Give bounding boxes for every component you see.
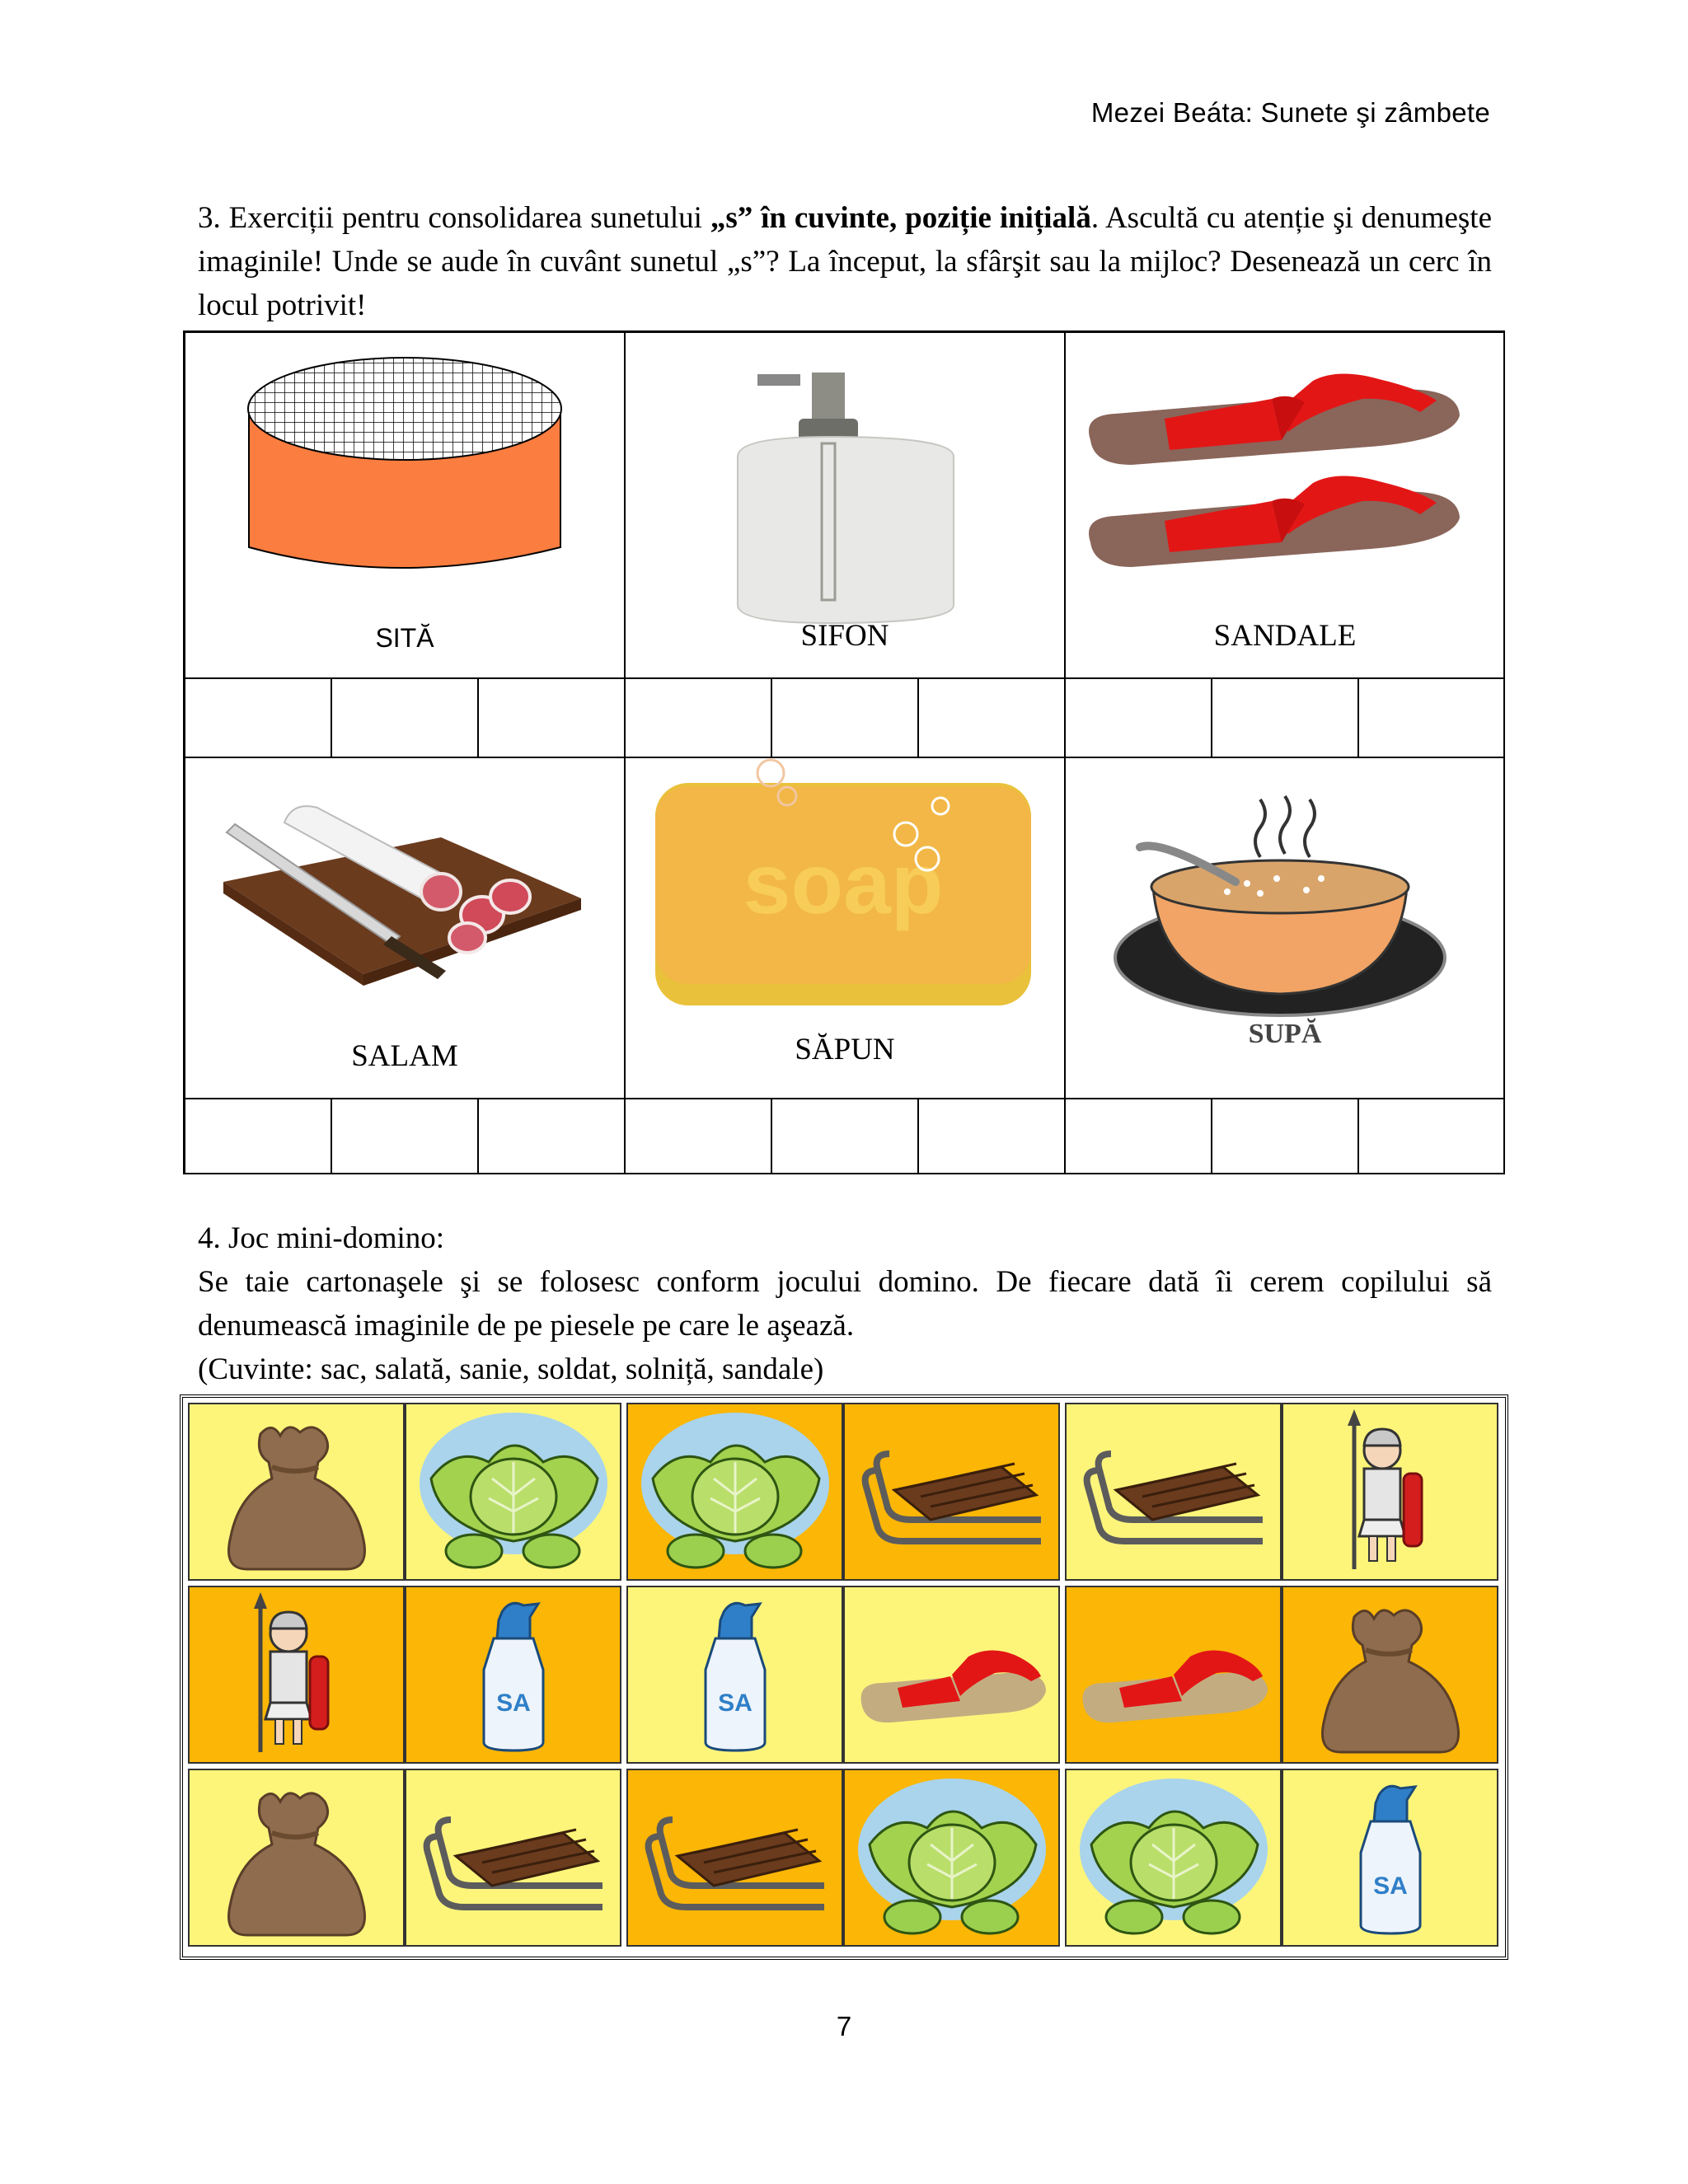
svg-text:SA: SA (1373, 1872, 1408, 1900)
svg-text:SA: SA (496, 1690, 531, 1717)
picture-cell-sapun (625, 757, 1065, 1099)
domino-piece[interactable] (188, 1586, 621, 1764)
domino-board (180, 1394, 1508, 1960)
answer-box[interactable] (1065, 1099, 1212, 1174)
answer-box[interactable] (1065, 678, 1212, 757)
domino-half-salata (1065, 1769, 1282, 1947)
domino-half-sanie (626, 1769, 843, 1947)
domino-half-sac (1282, 1586, 1498, 1764)
domino-half-salata (405, 1403, 621, 1581)
answer-box[interactable] (918, 1099, 1065, 1174)
salami-icon (185, 758, 625, 1055)
domino-half-sanie (1065, 1403, 1282, 1581)
label-sandale: SANDALE (1213, 619, 1357, 653)
sled-icon (628, 1770, 842, 1943)
answer-box[interactable] (478, 1099, 625, 1174)
lettuce-icon (1067, 1770, 1281, 1943)
exercise-3-number: 3. (198, 201, 221, 235)
answer-box[interactable] (1212, 1099, 1358, 1174)
picture-cell-salam (185, 757, 625, 1099)
answer-box[interactable] (1358, 678, 1505, 757)
sled-icon (406, 1770, 621, 1943)
answer-box[interactable] (331, 678, 478, 757)
answer-box[interactable] (918, 678, 1065, 757)
answer-box[interactable] (1212, 678, 1358, 757)
exercise-3-intro: Exerciții pentru consolidarea sunetului (228, 201, 702, 235)
domino-half-solnita (405, 1586, 621, 1764)
answer-box[interactable] (625, 1099, 771, 1174)
domino-half-solnita (626, 1586, 843, 1764)
sled-icon (1067, 1404, 1281, 1577)
label-sapun: SĂPUN (795, 1033, 895, 1066)
label-sifon: SIFON (800, 619, 889, 653)
lettuce-icon (845, 1770, 1059, 1943)
domino-half-soldat (1282, 1403, 1498, 1581)
salt-shaker-icon (1283, 1770, 1498, 1943)
domino-half-sandale (843, 1586, 1060, 1764)
domino-half-sac (188, 1403, 405, 1581)
domino-piece[interactable] (626, 1586, 1060, 1764)
picture-cell-supa (1065, 757, 1505, 1099)
domino-half-sac (188, 1769, 405, 1947)
domino-half-salata (626, 1403, 843, 1581)
lettuce-icon (406, 1404, 621, 1577)
sack-icon (190, 1770, 404, 1943)
sack-icon (190, 1404, 404, 1577)
exercise-4-instructions (198, 1216, 1492, 1391)
picture-cell-sandale (1065, 332, 1505, 678)
label-salam: SALAM (351, 1039, 458, 1073)
domino-piece[interactable] (188, 1769, 621, 1947)
exercise-4-text: Se taie cartonaşele şi se folosesc conform jocului domino. De fiecare dată îi cerem copilului să denumească imaginile de pe piesele pe care le aşează. (198, 1265, 1492, 1343)
answer-box[interactable] (625, 678, 771, 757)
answer-box[interactable] (331, 1099, 478, 1174)
domino-piece[interactable] (1065, 1769, 1498, 1947)
answer-box[interactable] (185, 678, 331, 757)
domino-half-solnita (1282, 1769, 1498, 1947)
label-supa: SUPĂ (1248, 1019, 1322, 1049)
sandals-icon (1066, 333, 1505, 630)
answer-box[interactable] (771, 1099, 918, 1174)
salt-shaker-icon (406, 1587, 621, 1760)
exercise-3-instructions (198, 196, 1492, 327)
exercise-4-words: (Cuvinte: sac, salată, sanie, soldat, solniță, sandale) (198, 1352, 824, 1386)
domino-piece[interactable] (1065, 1403, 1498, 1581)
running-header: Mezei Beáta: Sunete şi zâmbete (1090, 97, 1490, 128)
domino-piece[interactable] (188, 1403, 621, 1581)
answer-box[interactable] (1358, 1099, 1505, 1174)
label-sita: SITĂ (375, 623, 434, 653)
domino-half-sanie (843, 1403, 1060, 1581)
domino-piece[interactable] (1065, 1586, 1498, 1764)
sandal-icon (845, 1587, 1059, 1760)
domino-half-salata (843, 1769, 1060, 1947)
exercise-3-bold: „s” în cuvinte, poziție inițială (710, 201, 1091, 235)
soldier-icon (190, 1587, 404, 1760)
exercise-3-rest: . Ascultă cu atenție şi denumeşte imaginile! Unde se aude în cuvânt sunetul „s”? La început, la sfârşit sau la mijloc? Desenează un cerc în locul potrivit! (198, 201, 1493, 322)
domino-half-sanie (405, 1769, 621, 1947)
soap-bar-icon (626, 758, 1065, 1038)
salt-shaker-icon (628, 1587, 842, 1760)
svg-text:SA: SA (718, 1690, 753, 1717)
answer-box[interactable] (478, 678, 625, 757)
page-number: 7 (836, 2011, 852, 2041)
domino-piece[interactable] (626, 1403, 1060, 1581)
domino-half-sandale (1065, 1586, 1282, 1764)
picture-cell-sita (185, 332, 625, 678)
sled-icon (845, 1404, 1059, 1577)
sack-icon (1283, 1587, 1498, 1760)
sieve-icon (185, 333, 625, 630)
soap-dispenser-icon (626, 333, 1065, 630)
picture-cell-sifon (625, 332, 1065, 678)
exercise-3-table (183, 330, 1505, 1174)
svg-text:soap: soap (743, 837, 944, 932)
answer-box[interactable] (771, 678, 918, 757)
exercise-4-title: 4. Joc mini-domino: (198, 1221, 445, 1255)
domino-piece[interactable] (626, 1769, 1060, 1947)
soup-icon (1066, 758, 1505, 1038)
soldier-icon (1283, 1404, 1498, 1577)
answer-box[interactable] (185, 1099, 331, 1174)
sandal-icon (1067, 1587, 1281, 1760)
domino-half-soldat (188, 1586, 405, 1764)
lettuce-icon (628, 1404, 842, 1577)
